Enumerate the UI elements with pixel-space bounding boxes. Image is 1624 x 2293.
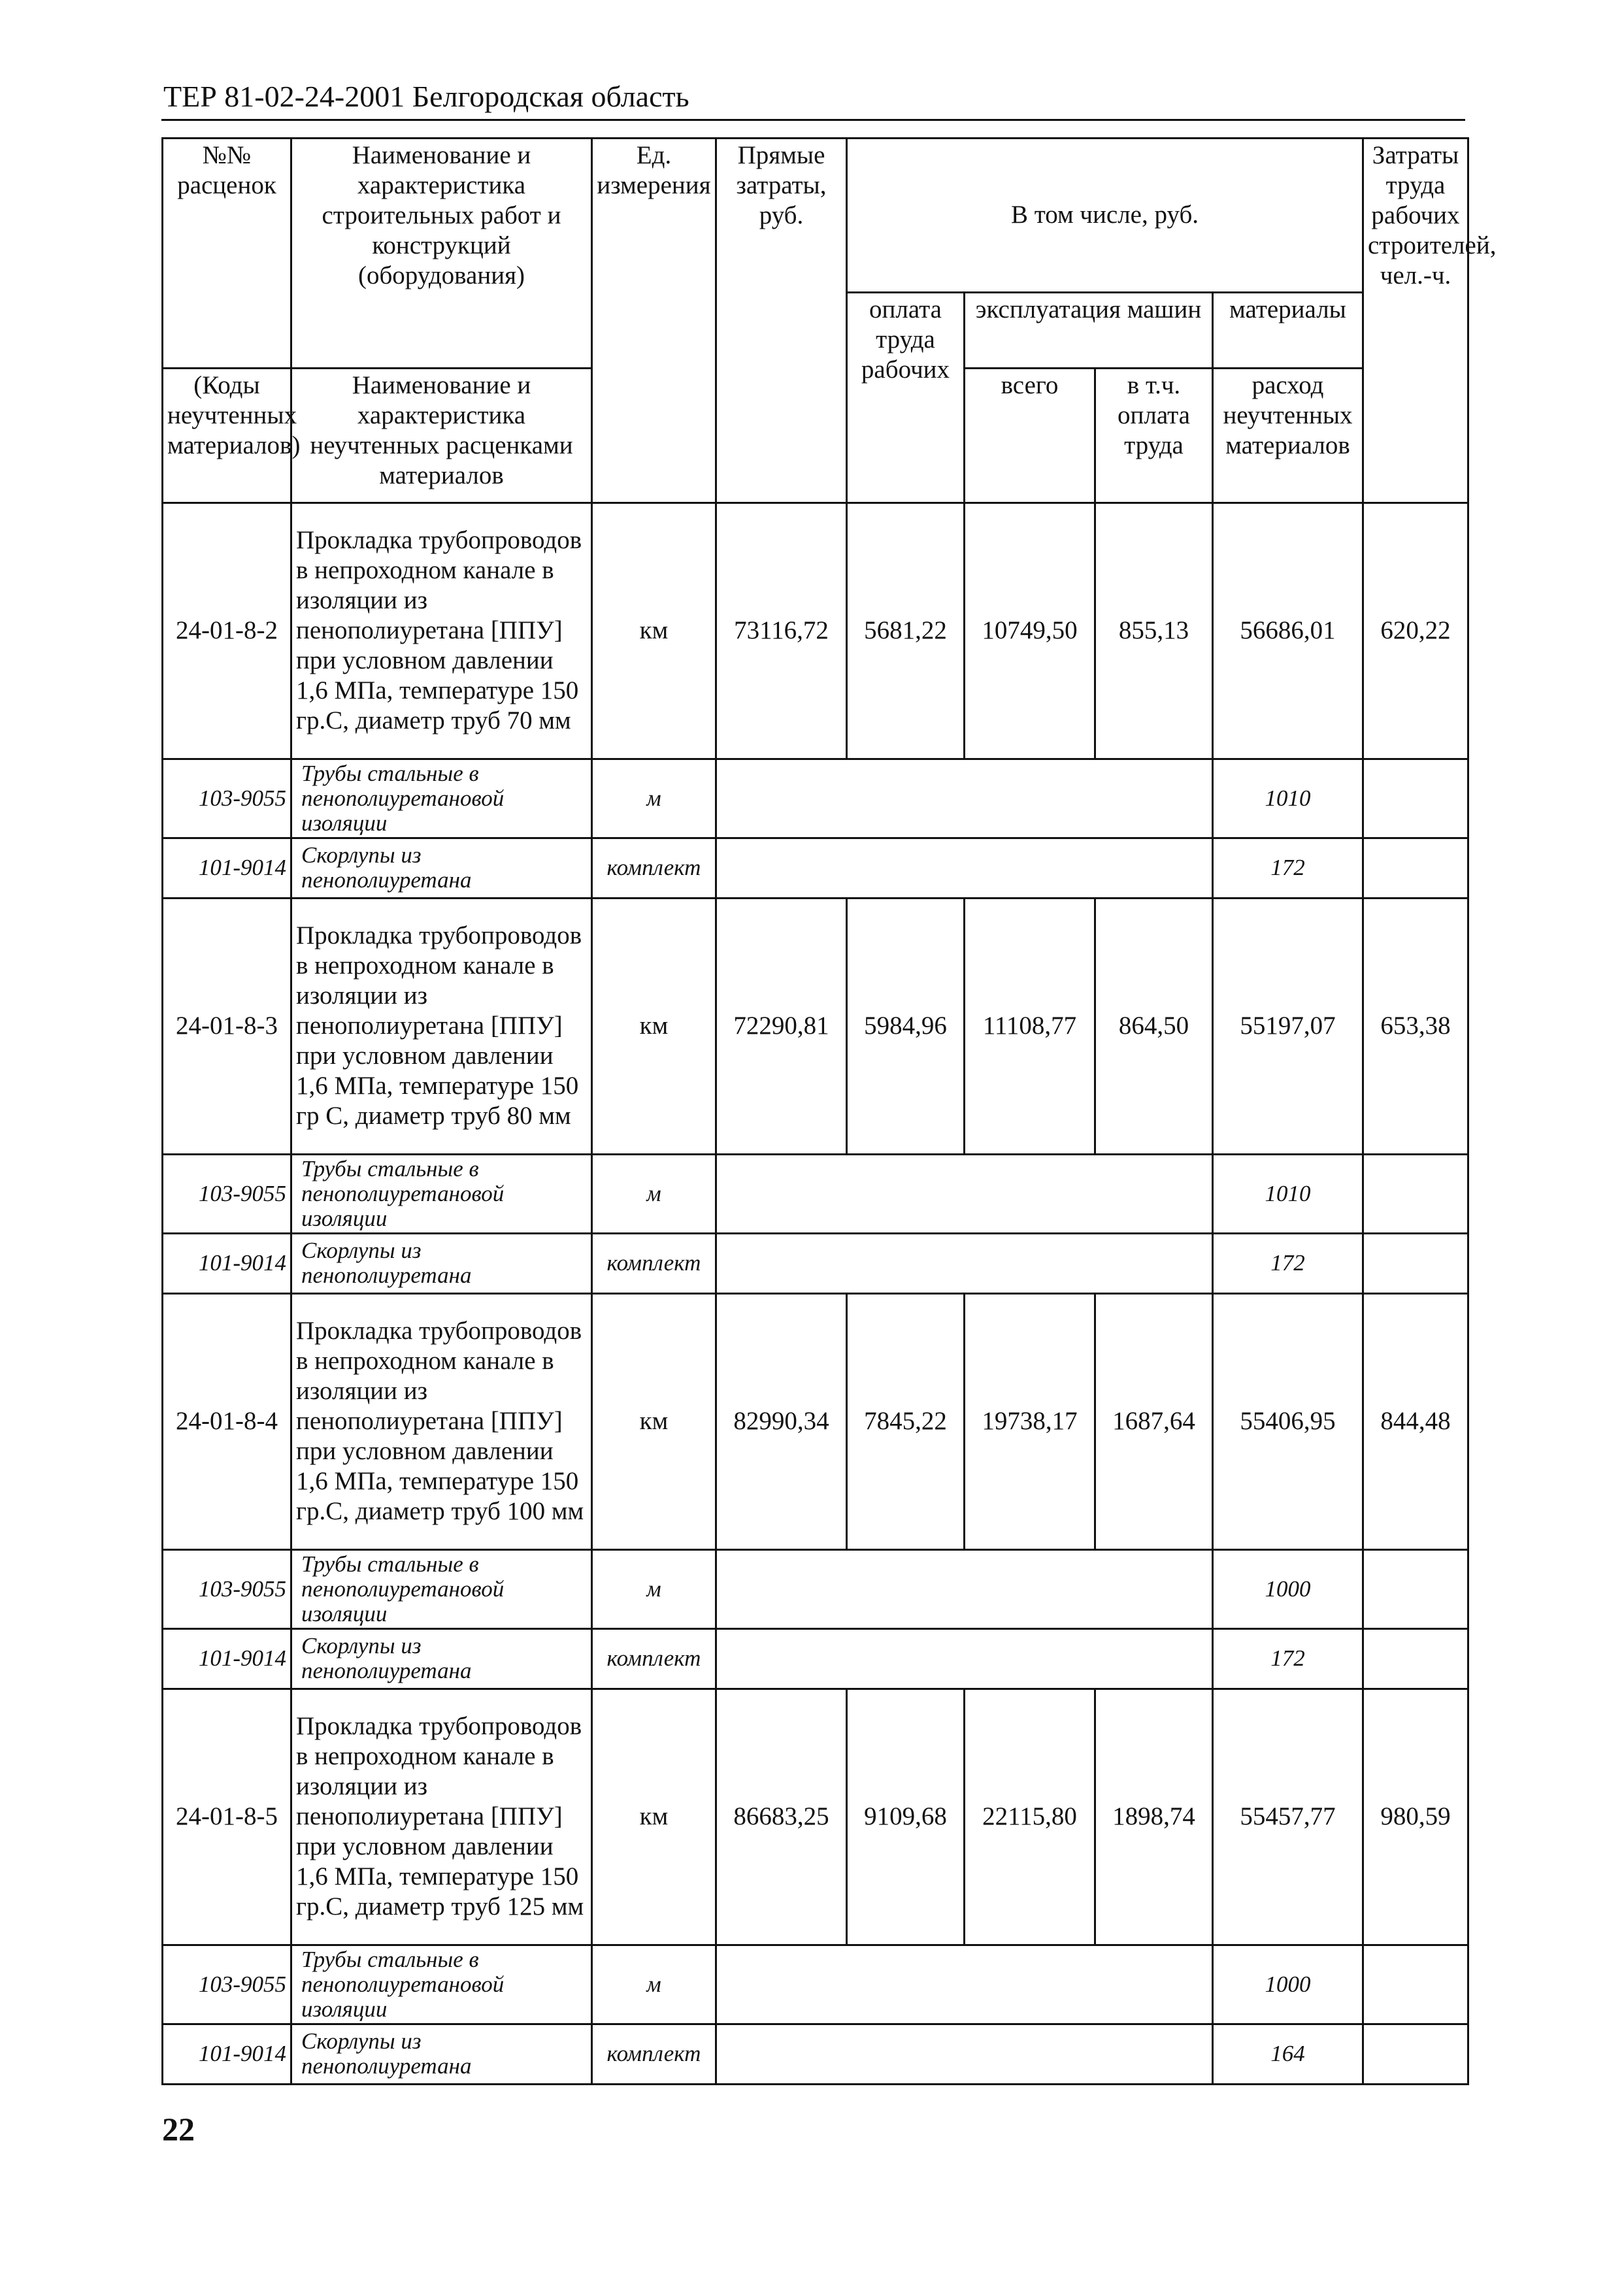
- header-name-unaccounted: Наименование и характеристика неучтенных расценками материалов: [291, 368, 592, 503]
- material-unit: м: [592, 1945, 716, 2024]
- material-quantity: 1000: [1213, 1549, 1363, 1628]
- machines-wages: 855,13: [1095, 503, 1213, 759]
- material-blank: [716, 1628, 1213, 1689]
- material-blank: [716, 1945, 1213, 2024]
- material-quantity: 172: [1213, 838, 1363, 898]
- wages: 5984,96: [847, 898, 965, 1154]
- material-labor-blank: [1363, 1154, 1468, 1233]
- material-labor-blank: [1363, 1233, 1468, 1293]
- material-labor-blank: [1363, 1945, 1468, 2024]
- material-labor-blank: [1363, 1628, 1468, 1689]
- work-description: Прокладка трубопроводов в непроходном канале в изоляции из пенополиуретана [ППУ] при условном давлении 1,6 МПа, температуре 150 гр.С, диаметр труб 100 мм: [291, 1293, 592, 1549]
- material-quantity: 164: [1213, 2024, 1363, 2084]
- labor-costs: 980,59: [1363, 1689, 1468, 1945]
- header-materials: материалы: [1213, 292, 1363, 368]
- material-name: Скорлупы из пенополиуретана: [291, 1233, 592, 1293]
- work-description: Прокладка трубопроводов в непроходном канале в изоляции из пенополиуретана [ППУ] при условном давлении 1,6 МПа, температуре 150 гр С, диаметр труб 80 мм: [291, 898, 592, 1154]
- material-code: 103-9055: [163, 1154, 291, 1233]
- machines-wages: 864,50: [1095, 898, 1213, 1154]
- work-description: Прокладка трубопроводов в непроходном канале в изоляции из пенополиуретана [ППУ] при условном давлении 1,6 МПа, температуре 150 гр.С, диаметр труб 70 мм: [291, 503, 592, 759]
- machines-total: 11108,77: [965, 898, 1095, 1154]
- material-name: Скорлупы из пенополиуретана: [291, 1628, 592, 1689]
- material-code: 101-9014: [163, 1628, 291, 1689]
- material-code: 101-9014: [163, 1233, 291, 1293]
- header-machines: эксплуатация машин: [965, 292, 1213, 368]
- header-machines-wages: в т.ч. оплата труда: [1095, 368, 1213, 503]
- rate-code: 24-01-8-2: [163, 503, 291, 759]
- direct-costs: 73116,72: [716, 503, 847, 759]
- material-unit: комплект: [592, 1628, 716, 1689]
- material-code: 103-9055: [163, 759, 291, 838]
- material-blank: [716, 1233, 1213, 1293]
- rate-code: 24-01-8-4: [163, 1293, 291, 1549]
- materials-cost: 56686,01: [1213, 503, 1363, 759]
- material-row: [163, 1154, 1468, 1233]
- header-including: В том числе, руб.: [847, 139, 1363, 293]
- wages: 5681,22: [847, 503, 965, 759]
- work-description: Прокладка трубопроводов в непроходном канале в изоляции из пенополиуретана [ППУ] при условном давлении 1,6 МПа, температуре 150 гр.С, диаметр труб 125 мм: [291, 1689, 592, 1945]
- material-blank: [716, 1154, 1213, 1233]
- header-wages: оплата труда рабочих: [847, 292, 965, 503]
- material-name: Скорлупы из пенополиуретана: [291, 838, 592, 898]
- material-unit: комплект: [592, 2024, 716, 2084]
- header-materials-unaccounted: расход неучтенных материалов: [1213, 368, 1363, 503]
- machines-total: 19738,17: [965, 1293, 1095, 1549]
- material-blank: [716, 2024, 1213, 2084]
- material-blank: [716, 838, 1213, 898]
- material-row: [163, 1628, 1468, 1689]
- material-row: [163, 1233, 1468, 1293]
- unit: км: [592, 898, 716, 1154]
- materials-cost: 55197,07: [1213, 898, 1363, 1154]
- header-name-spacer: [291, 292, 592, 368]
- material-blank: [716, 1549, 1213, 1628]
- machines-wages: 1898,74: [1095, 1689, 1213, 1945]
- material-name: Скорлупы из пенополиуретана: [291, 2024, 592, 2084]
- materials-cost: 55406,95: [1213, 1293, 1363, 1549]
- table-row: [163, 503, 1468, 759]
- header-direct-costs: Прямые затраты, руб.: [716, 139, 847, 503]
- header-code: №№ расценок: [163, 139, 291, 293]
- material-quantity: 172: [1213, 1233, 1363, 1293]
- wages: 9109,68: [847, 1689, 965, 1945]
- material-unit: комплект: [592, 838, 716, 898]
- machines-total: 10749,50: [965, 503, 1095, 759]
- header-name: Наименование и характеристика строительных работ и конструкций (оборудования): [291, 139, 592, 293]
- machines-wages: 1687,64: [1095, 1293, 1213, 1549]
- material-quantity: 1010: [1213, 1154, 1363, 1233]
- price-table: [161, 137, 1497, 2085]
- material-name: Трубы стальные в пенополиуретановой изоляции: [291, 1549, 592, 1628]
- material-unit: м: [592, 1154, 716, 1233]
- unit: км: [592, 1689, 716, 1945]
- unit: км: [592, 503, 716, 759]
- material-name: Трубы стальные в пенополиуретановой изоляции: [291, 1154, 592, 1233]
- material-labor-blank: [1363, 1549, 1468, 1628]
- header-divider: [161, 119, 1465, 121]
- material-quantity: 1000: [1213, 1945, 1363, 2024]
- machines-total: 22115,80: [965, 1689, 1095, 1945]
- material-unit: м: [592, 1549, 716, 1628]
- document-title: ТЕР 81-02-24-2001 Белгородская область: [163, 80, 689, 113]
- material-name: Трубы стальные в пенополиуретановой изоляции: [291, 759, 592, 838]
- material-code: 103-9055: [163, 1549, 291, 1628]
- header-unit: Ед. измерения: [592, 139, 716, 503]
- material-quantity: 1010: [1213, 759, 1363, 838]
- rate-code: 24-01-8-5: [163, 1689, 291, 1945]
- wages: 7845,22: [847, 1293, 965, 1549]
- material-code: 103-9055: [163, 1945, 291, 2024]
- header-machines-total: всего: [965, 368, 1095, 503]
- material-quantity: 172: [1213, 1628, 1363, 1689]
- material-unit: м: [592, 759, 716, 838]
- material-labor-blank: [1363, 838, 1468, 898]
- material-code: 101-9014: [163, 2024, 291, 2084]
- labor-costs: 653,38: [1363, 898, 1468, 1154]
- labor-costs: 620,22: [1363, 503, 1468, 759]
- material-name: Трубы стальные в пенополиуретановой изоляции: [291, 1945, 592, 2024]
- table-row: [163, 1689, 1468, 1945]
- direct-costs: 72290,81: [716, 898, 847, 1154]
- page-number: 22: [162, 2111, 195, 2147]
- material-labor-blank: [1363, 759, 1468, 838]
- direct-costs: 86683,25: [716, 1689, 847, 1945]
- header-labor-costs: Затраты труда рабочих строителей, чел.-ч.: [1363, 139, 1468, 503]
- unit: км: [592, 1293, 716, 1549]
- material-labor-blank: [1363, 2024, 1468, 2084]
- material-row: [163, 2024, 1468, 2084]
- header-code-unaccounted: (Коды неучтенных материалов): [163, 368, 291, 503]
- header-code-spacer: [163, 292, 291, 368]
- direct-costs: 82990,34: [716, 1293, 847, 1549]
- material-row: [163, 1945, 1468, 2024]
- material-row: [163, 759, 1468, 838]
- table-row: [163, 898, 1468, 1154]
- material-row: [163, 1549, 1468, 1628]
- material-blank: [716, 759, 1213, 838]
- material-row: [163, 838, 1468, 898]
- material-code: 101-9014: [163, 838, 291, 898]
- materials-cost: 55457,77: [1213, 1689, 1363, 1945]
- table-row: [163, 1293, 1468, 1549]
- rate-code: 24-01-8-3: [163, 898, 291, 1154]
- material-unit: комплект: [592, 1233, 716, 1293]
- labor-costs: 844,48: [1363, 1293, 1468, 1549]
